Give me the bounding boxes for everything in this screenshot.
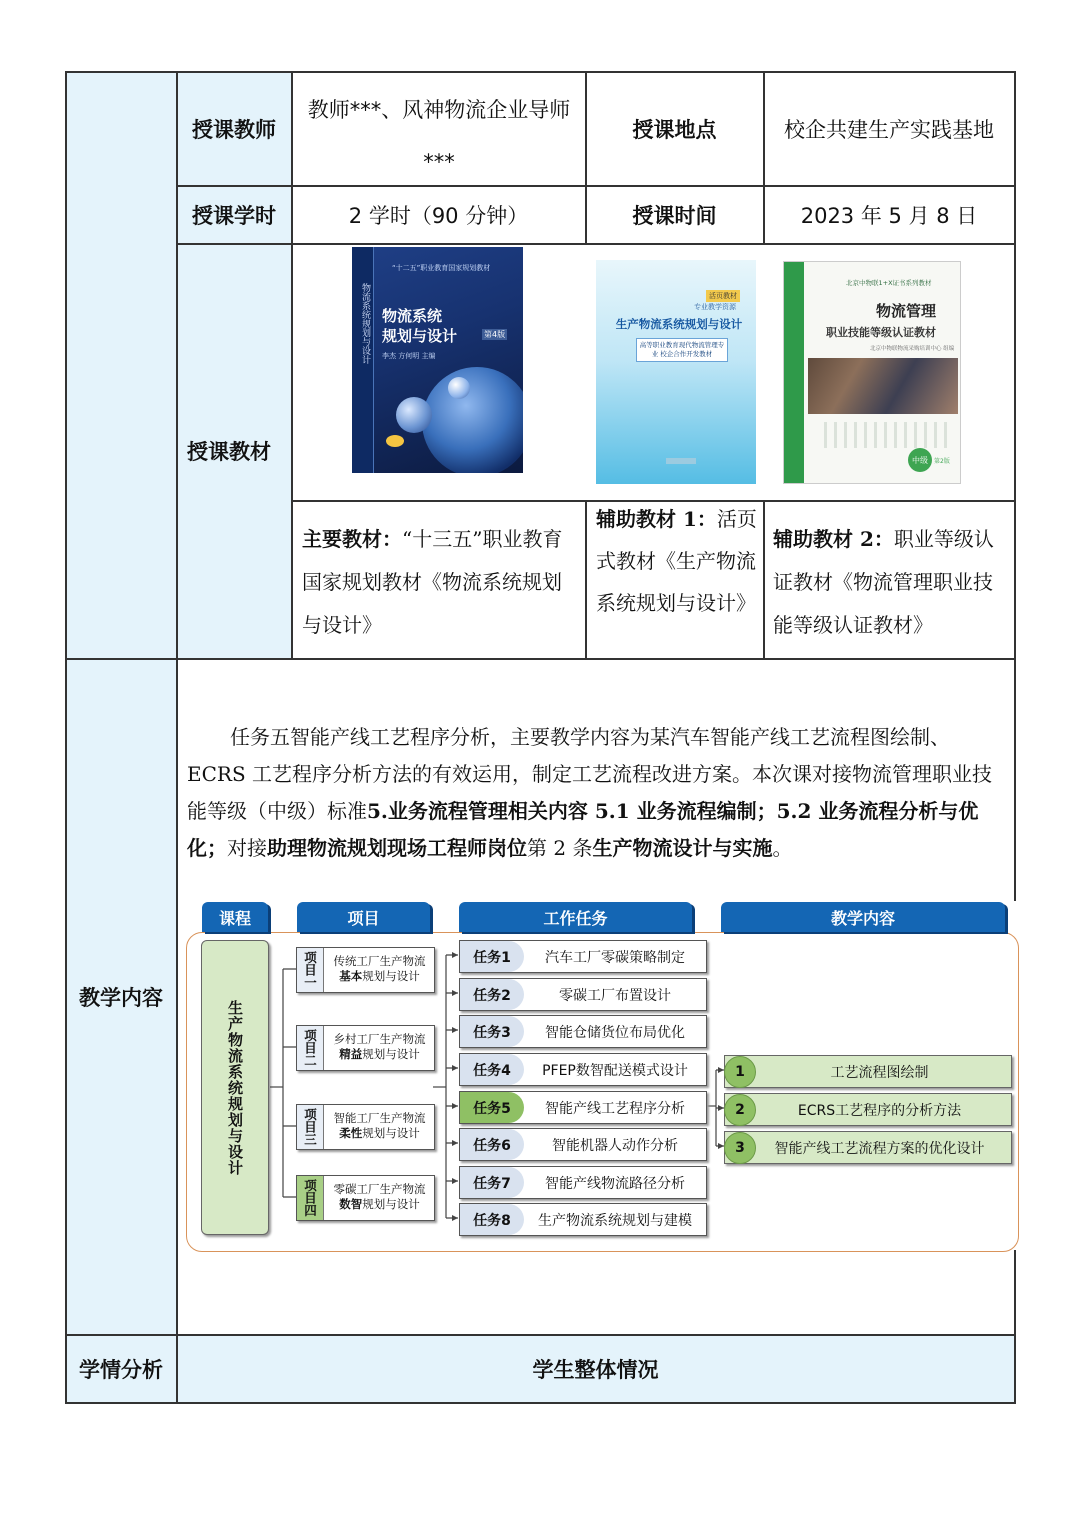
aux1-book-title: 生产物流系统规划与设计 <box>615 317 743 331</box>
project-box-3: 项目三 智能工厂生产物流 柔性规划与设计 <box>296 1104 435 1150</box>
aux1-textbook-cover <box>596 260 756 484</box>
content-item-1: 1 工艺流程图绘制 <box>724 1055 1012 1088</box>
task-box-3: 任务3 智能仓储货位布局优化 <box>459 1015 707 1048</box>
teacher-value: 教师***、风神物流企业导师*** <box>307 98 571 174</box>
header-content: 教学内容 <box>721 902 1005 932</box>
hours-value: 2 学时（90 分钟） <box>348 203 529 228</box>
time-label: 授课时间 <box>632 203 717 228</box>
header-course: 课程 <box>202 902 268 932</box>
main-book-series: “十二五”职业教育国家规划教材 <box>392 264 491 272</box>
content-paragraph: 任务五智能产线工艺程序分析，主要教学内容为某汽车智能产线工艺流程图绘制、ECRS 工艺程序分析方法的有效运用，制定工艺流程改进方案。本次课对接物流管理职业技能等级（中级）标准5.业务流程管理相关内容 5.1 业务流程编制；5.2 业务流程分析与优化；对接助理物流规划现场工程师岗位第 2 条生产物流设计与实施。 <box>187 725 993 860</box>
hours-label: 授课学时 <box>192 203 276 228</box>
course-name: 生产物流系统规划与设计 <box>226 999 244 1176</box>
aux2-book-title: 物流管理 <box>876 302 937 320</box>
aux2-book-subtitle: 职业技能等级认证教材 <box>826 326 936 339</box>
project-box-1: 项目一 传统工厂生产物流 基本规划与设计 <box>296 947 435 993</box>
aux1-book-tag: 活页教材 <box>706 290 740 302</box>
main-book-authors: 李杰 方何明 主编 <box>382 352 436 360</box>
header-task: 工作任务 <box>459 902 692 932</box>
aux2-textbook-desc: 辅助教材 2：职业等级认证教材《物流管理职业技能等级认证教材》 <box>773 527 994 637</box>
task-box-2: 任务2 零碳工厂布置设计 <box>459 978 707 1011</box>
aux1-book-subtitle: 高等职业教育现代物流管理专业 校企合作开发教材 <box>636 338 728 362</box>
analysis-label: 学情分析 <box>79 1357 163 1382</box>
course-box <box>201 940 269 1235</box>
main-book-spine: 物流系统规划与设计 <box>360 283 370 364</box>
content-item-3: 3 智能产线工艺流程方案的优化设计 <box>724 1131 1012 1164</box>
content-label: 教学内容 <box>79 985 163 1010</box>
task-box-6: 任务6 智能机器人动作分析 <box>459 1128 707 1161</box>
main-textbook-desc: 主要教材：“十三五”职业教育国家规划教材《物流系统规划与设计》 <box>302 527 563 637</box>
location-value: 校企共建生产实践基地 <box>784 117 994 142</box>
aux2-book-top: 北京中物联1+X证书系列教材 <box>846 279 932 287</box>
aux2-book-publisher: 北京中物联物流采购培训中心 组编 <box>870 346 955 352</box>
task-box-1: 任务1 汽车工厂零碳策略制定 <box>459 940 707 973</box>
location-label: 授课地点 <box>632 117 717 142</box>
teacher-label: 授课教师 <box>192 117 276 142</box>
analysis-value: 学生整体情况 <box>532 1357 659 1382</box>
task-box-7: 任务7 智能产线物流路径分析 <box>459 1166 707 1199</box>
main-book-title-2: 规划与设计 <box>382 327 458 345</box>
task-box-4: 任务4 PFEP数智配送模式设计 <box>459 1053 707 1086</box>
aux1-book-tag2: 专业教学资源 <box>694 303 736 311</box>
header-project: 项目 <box>297 902 430 932</box>
textbook-label: 授课教材 <box>187 440 271 464</box>
task-box-8: 任务8 生产物流系统规划与建模 <box>459 1203 707 1236</box>
project-box-4: 项目四 零碳工厂生产物流 数智规划与设计 <box>296 1175 435 1221</box>
content-item-2: 2 ECRS工艺程序的分析方法 <box>724 1093 1012 1126</box>
main-book-title-1: 物流系统 <box>382 307 443 325</box>
aux1-textbook-desc: 辅助教材 1：活页式教材《生产物流系统规划与设计》 <box>596 507 757 615</box>
aux2-textbook-cover <box>783 261 961 484</box>
aux2-book-level: 中级 <box>908 448 932 472</box>
project-box-2: 项目二 乡村工厂生产物流 精益规划与设计 <box>296 1025 435 1071</box>
aux2-book-edition: 第2版 <box>934 458 950 465</box>
main-textbook-cover <box>352 247 523 473</box>
main-book-edition: 第4版 <box>484 330 506 339</box>
task-box-5: 任务5 智能产线工艺程序分析 <box>459 1091 707 1124</box>
time-value: 2023 年 5 月 8 日 <box>800 203 978 228</box>
